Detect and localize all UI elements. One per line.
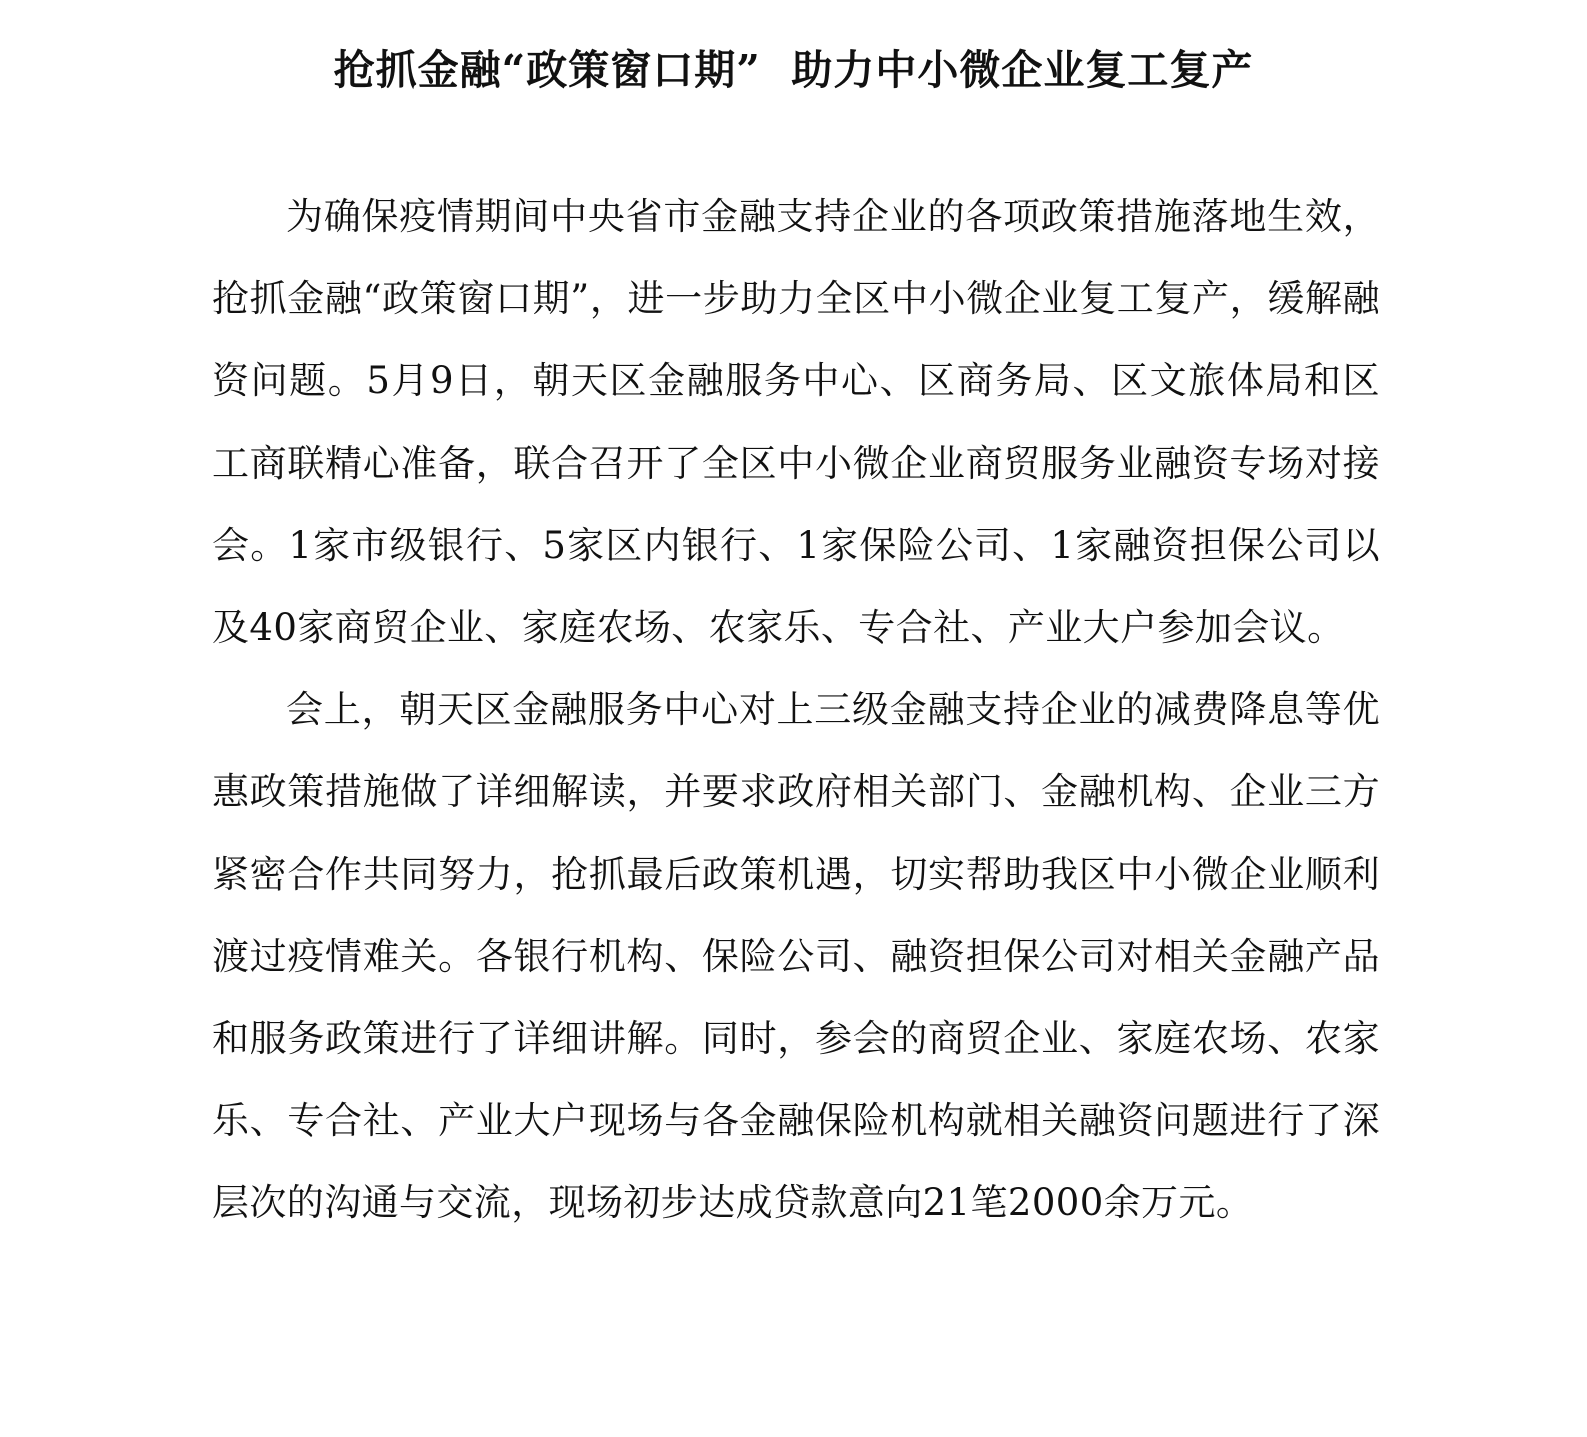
document-title: 抢抓金融“政策窗口期” 助力中小微企业复工复产 [333,46,1254,95]
paragraph-1: 为确保疫情期间中央省市金融支持企业的各项政策措施落地生效，抢抓金融“政策窗口期”，进一步助力全区中小微企业复工复产，缓解融资问题。5月9日，朝天区金融服务中心、区商务局、区文旅体局和区工商联精心准备，联合召开了全区中小微企业商贸服务业融资专场对接会。1家市级银行、5家区内银行、1家保险公司、1家融资担保公司以及40家商贸企业、家庭农场、农家乐、专合社、产业大户参加会议。 [212,195,1380,650]
document-body [212,176,1380,1245]
paragraph-2: 会上，朝天区金融服务中心对上三级金融支持企业的减费降息等优惠政策措施做了详细解读，并要求政府相关部门、金融机构、企业三方紧密合作共同努力，抢抓最后政策机遇，切实帮助我区中小微企业顺利渡过疫情难关。各银行机构、保险公司、融资担保公司对相关金融产品和服务政策进行了详细讲解。同时，参会的商贸企业、家庭农场、农家乐、专合社、产业大户现场与各金融保险机构就相关融资问题进行了深层次的沟通与交流，现场初步达成贷款意向21笔2000余万元。 [212,688,1380,1225]
